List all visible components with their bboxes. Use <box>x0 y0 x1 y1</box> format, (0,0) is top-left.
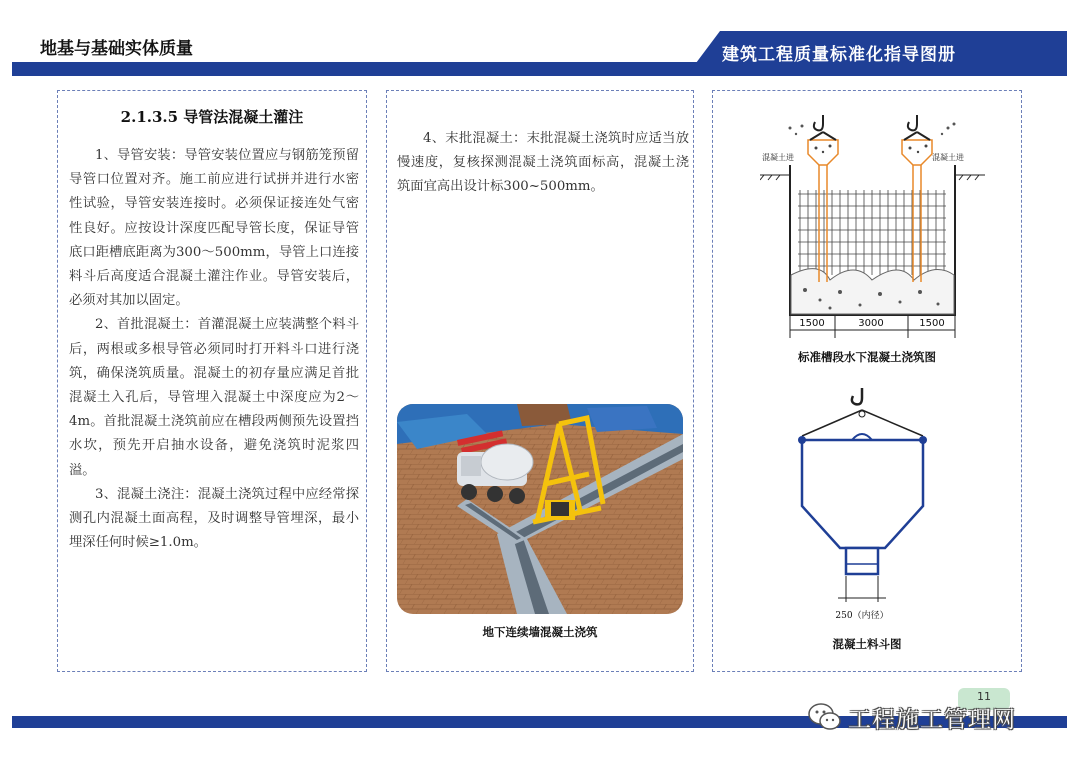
watermark <box>808 700 1016 734</box>
dim-middle: 3000 <box>858 318 884 329</box>
inlet-label-left: 混凝土进 <box>762 153 794 162</box>
section-title: 2.1.3.5 导管法混凝土灌注 <box>120 108 304 126</box>
diagram1-caption: 标准槽段水下混凝土浇筑图 <box>798 350 936 364</box>
chapter-title: 地基与基础实体质量 <box>40 39 193 59</box>
dim-right: 1500 <box>919 318 945 329</box>
construction-photo <box>397 404 683 614</box>
hopper-dim-label: 250（内径） <box>835 611 889 621</box>
book-title: 建筑工程质量标准化指导图册 <box>722 45 956 65</box>
paragraph: 2、首批混凝土：首灌混凝土应装满整个料斗后，两根或多根导管必须同时打开料斗口进行浇筑，确保浇筑质量。混凝土的初存量应满足首批混凝土入孔后，导管埋入混凝土中深度应为2～4m。首批混凝土浇筑前应在槽段两侧预先设置挡水坎，预先开启抽水设备，避免浇筑时泥浆四溢。 <box>69 317 359 478</box>
page-number: 11 <box>977 690 991 703</box>
paragraph: 3、混凝土浇注：混凝土浇筑过程中应经常探测孔内混凝土面高程，及时调整导管埋深，最小埋深任何时候≥1.0m。 <box>69 486 359 551</box>
section-body <box>397 127 689 200</box>
wechat-icon <box>808 702 842 732</box>
photo-caption: 地下连续墙混凝土浇筑 <box>482 625 598 639</box>
watermark-text: 工程施工管理网 <box>848 706 1016 733</box>
text-panel <box>57 90 367 672</box>
inlet-label-right: 混凝土进 <box>932 153 964 162</box>
paragraph: 4、末批混凝土：末批混凝土浇筑时应适当放慢速度，复核探测混凝土浇筑面标高，混凝土浇筑面宜高出设计标300~500mm。 <box>397 131 689 195</box>
trench-pour-diagram <box>760 110 985 340</box>
dim-left: 1500 <box>799 318 825 329</box>
diagram2-caption: 混凝土料斗图 <box>832 637 902 651</box>
paragraph: 1、导管安装：导管安装位置应与钢筋笼预留导管口位置对齐。施工前应进行试拼并进行水密性试验，导管安装连接时。必须保证接连处气密性良好。应按设计深度匹配导管长度，保证导管底口距槽底距离为300～500mm，导管上口连接料斗后高度适合混凝土灌注作业。导管安装后，必须对其加以固定。 <box>69 148 359 309</box>
section-body <box>69 144 359 555</box>
hopper-diagram <box>780 388 945 628</box>
